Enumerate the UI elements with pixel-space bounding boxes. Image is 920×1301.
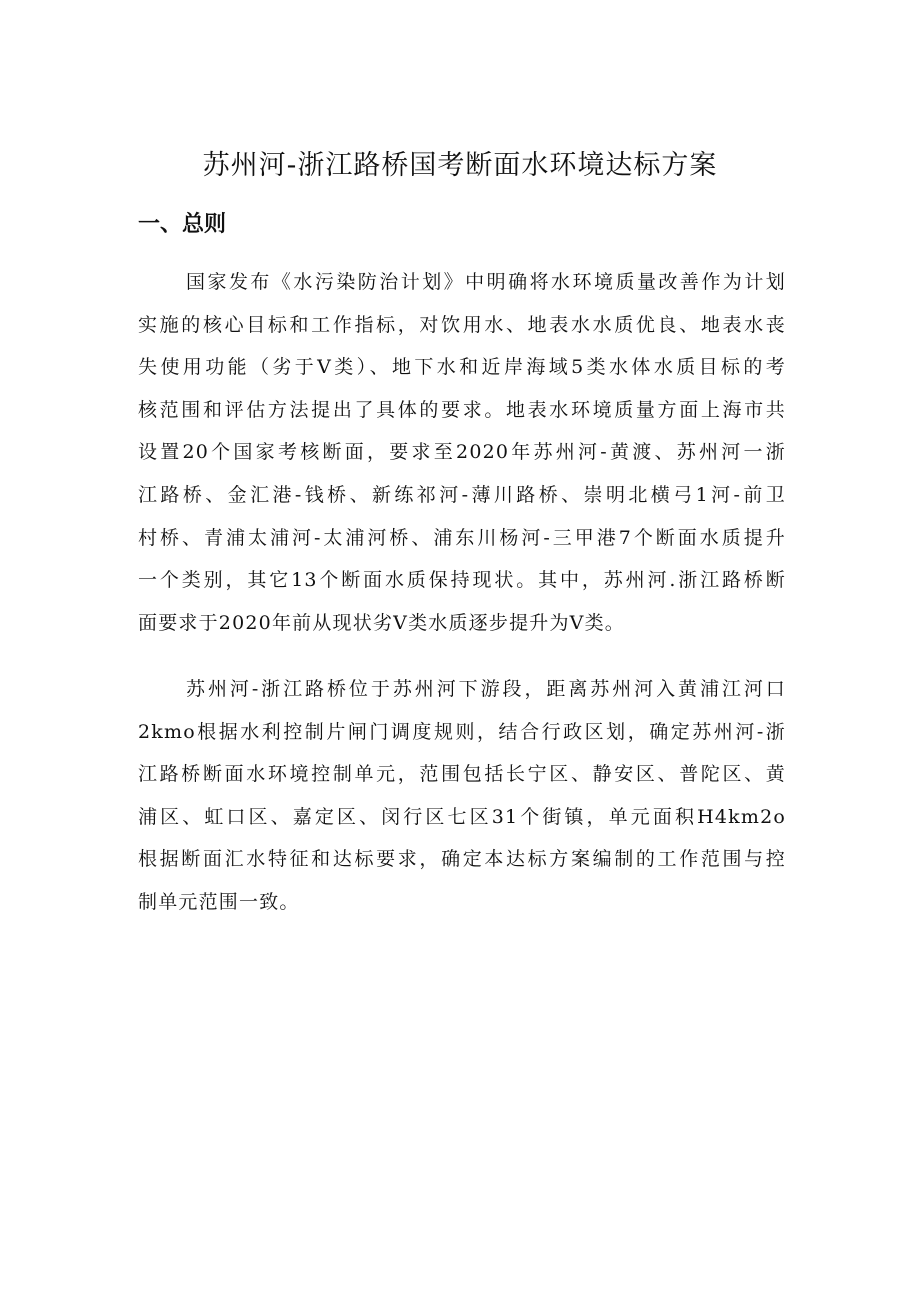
paragraph-2-line: 浦区、虹口区、嘉定区、闵行区七区31个街镇，单元面积H4km2o — [138, 805, 786, 828]
paragraph-1-line: 村桥、青浦太浦河-太浦河桥、浦东川杨河-三甲港7个断面水质提升 — [138, 526, 786, 549]
paragraph-2-line: 根据断面汇水特征和达标要求，确定本达标方案编制的工作范围与控 — [138, 848, 786, 871]
paragraph-1-line: 江路桥、金汇港-钱桥、新练祁河-薄川路桥、崇明北横弓1河-前卫 — [138, 483, 786, 506]
paragraph-2-line: 苏州河-浙江路桥位于苏州河下游段，距离苏州河入黄浦江河口 — [186, 678, 786, 700]
paragraph-1-line: 一个类别，其它13个断面水质保持现状。其中，苏州河.浙江路桥断 — [138, 569, 786, 592]
paragraph-2-line: 制单元范围一致。 — [138, 890, 300, 913]
paragraph-1-line: 实施的核心目标和工作指标，对饮用水、地表水水质优良、地表水丧 — [138, 313, 786, 336]
paragraph-1-line: 国家发布《水污染防治计划》中明确将水环境质量改善作为计划 — [186, 271, 786, 293]
paragraph-1-line: 核范围和评估方法提出了具体的要求。地表水环境质量方面上海市共 — [138, 398, 786, 421]
section-heading-general: 一、总则 — [138, 212, 227, 237]
paragraph-2-line: 2kmo根据水利控制片闸门调度规则，结合行政区划，确定苏州河-浙 — [138, 720, 786, 743]
paragraph-2-line: 江路桥断面水环境控制单元，范围包括长宁区、静安区、普陀区、黄 — [138, 763, 786, 786]
paragraph-1-line: 面要求于2020年前从现状劣V类水质逐步提升为V类。 — [138, 611, 625, 634]
paragraph-1-line: 设置20个国家考核断面，要求至2020年苏州河-黄渡、苏州河一浙 — [138, 441, 786, 464]
document-title: 苏州河-浙江路桥国考断面水环境达标方案 — [202, 150, 718, 181]
paragraph-1-line: 失使用功能（劣于V类）、地下水和近岸海域5类水体水质目标的考 — [138, 356, 786, 379]
paragraph-2 — [138, 668, 786, 924]
paragraph-1 — [138, 261, 786, 644]
